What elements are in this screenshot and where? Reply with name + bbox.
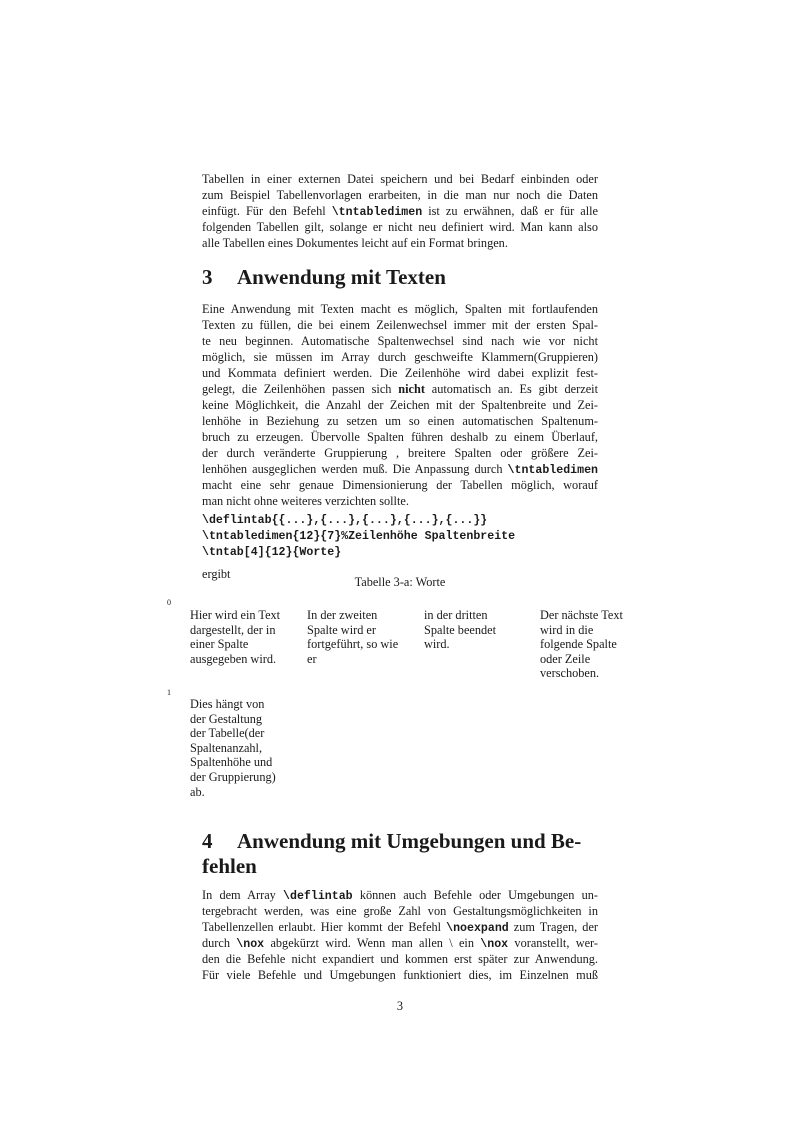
text-line: alle Tabellen eines Dokumentes leicht auf ein Format bringen. xyxy=(202,236,508,250)
section-4-heading xyxy=(202,828,581,854)
text-line: und Kommata definiert werden. Die Zeilenhöhe wird dabei explizit fest- xyxy=(202,366,598,380)
cell-line: Hier wird ein Text xyxy=(190,608,281,622)
text-run: zum Tragen, der xyxy=(508,920,598,934)
table-cell xyxy=(424,608,536,652)
cell-line: Spalte wird er xyxy=(307,622,376,637)
cell-line: wird. xyxy=(424,637,450,652)
command-name: \tntabledimen xyxy=(331,206,423,219)
table-cell xyxy=(307,608,419,666)
cell-line: wird in die xyxy=(540,622,594,637)
code-line: \deflintab{{...},{...},{...},{...},{...}} xyxy=(202,514,488,527)
cell-line: Der nächste Text xyxy=(540,608,623,622)
text-line: zum Beispiel Tabellenvorlagen erarbeiten, in die man nur noch die Daten xyxy=(202,188,598,202)
text-line: bruch zu erzeugen. Übervolle Spalten führen deshalb zu einem Überlauf, xyxy=(202,430,598,444)
text-run: ist zu erwähnen, daß er für alle xyxy=(422,204,598,218)
text-line: der durch veränderte Gruppierung , breitere Spalten oder größere Zei- xyxy=(202,446,598,460)
section-title: Anwendung mit Texten xyxy=(237,265,446,289)
text-line: folgenden Tabellen gilt, solange er nicht neu definiert wird. Man kann also xyxy=(202,220,598,234)
table-cell xyxy=(190,697,302,799)
text-line: den die Befehle nicht expandiert und kommen erst später zur Anwendung. xyxy=(202,952,598,966)
text-run: lenhöhen ausgeglichen werden muß. Die Anpassung durch xyxy=(202,462,508,476)
section-number: 3 xyxy=(202,265,213,289)
section-title: Anwendung mit Umgebungen und Be- xyxy=(237,829,582,853)
section-number: 4 xyxy=(202,829,213,853)
page-number: 3 xyxy=(396,999,404,1013)
emphasis: nicht xyxy=(398,382,425,396)
row-label: 1 xyxy=(167,688,171,697)
command-name: \nox xyxy=(480,938,509,951)
cell-line: der Gruppierung) xyxy=(190,769,276,784)
result-label: ergibt xyxy=(202,567,231,581)
command-name: \tntabledimen xyxy=(507,464,598,477)
text-line: man nicht ohne weiteres verzichten sollte. xyxy=(202,494,409,508)
text-line: Eine Anwendung mit Texten macht es möglich, Spalten mit fortlaufenden xyxy=(202,302,598,316)
cell-line: In der zweiten xyxy=(307,608,378,622)
table-cell xyxy=(190,608,302,666)
text-line: Texten zu füllen, die bei einem Zeilenwechsel immer mit der ersten Spal- xyxy=(202,318,598,332)
cell-line: fortgeführt, so wie xyxy=(307,637,399,652)
cell-line: oder Zeile xyxy=(540,651,591,666)
command-name: \deflintab xyxy=(283,890,353,903)
text-line: macht eine sehr genaue Dimensionierung der Tabellen möglich, worauf xyxy=(202,478,598,492)
cell-line: in der dritten xyxy=(424,608,488,622)
cell-line: Spalte beendet xyxy=(424,622,497,637)
cell-line: Spaltenhöhe und xyxy=(190,755,273,770)
text-run: können auch Befehle oder Umgebungen un- xyxy=(352,888,598,902)
table-cell xyxy=(540,608,652,681)
text-run: abgekürzt wird. Wenn man allen \ ein xyxy=(264,936,481,950)
cell-line: Dies hängt von xyxy=(190,697,265,711)
text-run: gelegt, die Zeilenhöhen passen sich xyxy=(202,382,399,396)
text-run: automatisch an. Es gibt derzeit xyxy=(424,382,598,396)
text-run: voranstellt, wer- xyxy=(508,936,598,950)
cell-line: ausgegeben wird. xyxy=(190,651,277,666)
command-name: \nox xyxy=(236,938,265,951)
text-line: Tabellen in einer externen Datei speichern und bei Bedarf einbinden oder xyxy=(202,172,598,186)
text-line: möglich, sie müssen im Array durch geschweifte Klammern(Gruppieren) xyxy=(202,350,598,364)
text-run: einfügt. Für den Befehl xyxy=(202,204,332,218)
cell-line: er xyxy=(307,651,317,666)
text-run: Tabellenzellen erlaubt. Hier kommt der Befehl xyxy=(202,920,447,934)
cell-line: folgende Spalte xyxy=(540,637,617,652)
text-line: tergebracht werden, was eine große Zahl von Gestaltungsmöglichkeiten in xyxy=(202,904,598,918)
code-line: \tntabledimen{12}{7}%Zeilenhöhe Spaltenbreite xyxy=(202,530,516,543)
cell-line: dargestellt, der in xyxy=(190,622,276,637)
text-line: Für viele Befehle und Umgebungen funktioniert dies, im Einzelnen muß xyxy=(202,968,598,982)
command-name: \noexpand xyxy=(446,922,509,935)
cell-line: verschoben. xyxy=(540,666,600,681)
section-title: fehlen xyxy=(202,854,257,878)
cell-line: der Gestaltung xyxy=(190,711,263,726)
section-4-heading-continued xyxy=(202,853,257,879)
text-line xyxy=(202,381,598,397)
cell-line: einer Spalte xyxy=(190,637,249,652)
text-line: lenhöhe in Beziehung zu setzen um so einen automatischen Spaltenum- xyxy=(202,414,598,428)
cell-line: der Tabelle(der xyxy=(190,726,265,741)
text-run: In dem Array xyxy=(202,888,284,902)
table-caption: Tabelle 3-a: Worte xyxy=(354,575,446,589)
code-line: \tntab[4]{12}{Worte} xyxy=(202,546,342,559)
row-label: 0 xyxy=(167,598,171,607)
text-line: keine Möglichkeit, die Anzahl der Zeichen mit der Spaltenbreite und Zei- xyxy=(202,398,598,412)
text-run: durch xyxy=(202,936,237,950)
section-3-heading xyxy=(202,264,446,290)
text-line: te neu beginnen. Automatische Spaltenwechsel sind nach wie vor nicht xyxy=(202,334,598,348)
cell-line: ab. xyxy=(190,784,205,799)
cell-line: Spaltenanzahl, xyxy=(190,740,263,755)
